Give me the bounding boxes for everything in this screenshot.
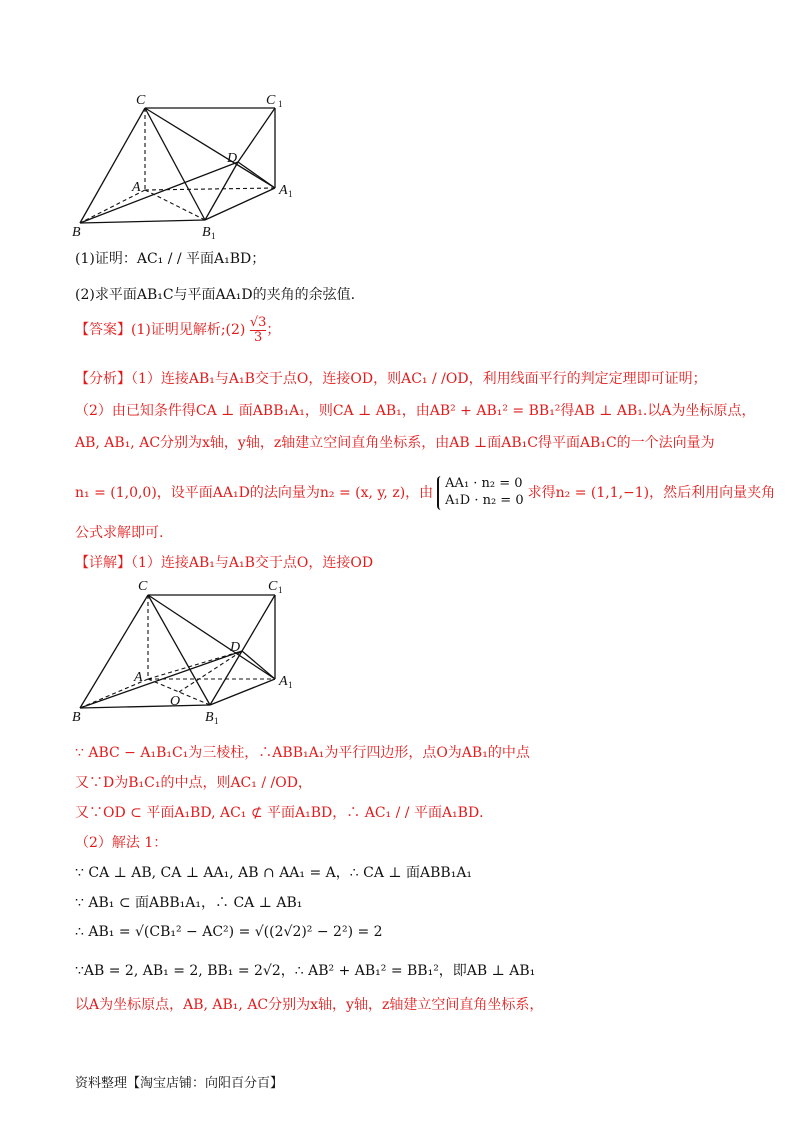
label-A1: A — [279, 674, 288, 689]
proof-line-5: ∵ CA ⊥ AB, CA ⊥ AA₁, AB ∩ AA₁ = A，∴ CA ⊥ 面ABB₁A₁ — [75, 865, 473, 881]
analysis-line-5: 公式求解即可. — [75, 525, 164, 541]
label-C1: C — [266, 93, 276, 108]
answer-line: 【答案】(1)证明见解析;(2) $\frac{√3}{3}$ ； — [75, 315, 281, 345]
question-1: (1)证明：AC₁ / / 平面A₁BD； — [75, 251, 266, 267]
proof-line-4: （2）解法 1： — [75, 835, 168, 851]
label-D: D — [230, 640, 241, 655]
svg-text:1: 1 — [214, 716, 219, 725]
detail-line-1: 【详解】（1）连接AB₁与A₁B交于点O，连接OD — [75, 555, 374, 571]
label-C: C — [136, 93, 146, 108]
label-B: B — [72, 225, 81, 240]
label-C1: C — [268, 579, 278, 594]
svg-text:1: 1 — [288, 189, 293, 199]
label-A: A — [132, 180, 141, 195]
analysis-line-2: （2）由已知条件得CA ⊥ 面ABB₁A₁，则CA ⊥ AB₁，由AB² + AB₁² = BB₁²得AB ⊥ AB₁.以A为坐标原点， — [75, 403, 756, 419]
proof-line-1: ∵ ABC − A₁B₁C₁为三棱柱，∴ABB₁A₁为平行四边形，点O为AB₁的中点 — [75, 745, 530, 761]
proof-line-3: 又∵OD ⊂ 平面A₁BD, AC₁ ⊄ 平面A₁BD，∴ AC₁ / / 平面A₁BD． — [75, 805, 494, 821]
label-A: A — [134, 670, 143, 685]
proof-line-7: ∴ AB₁ = √(CB₁² − AC²) = √((2√2)² − 2²) = 2 — [75, 924, 383, 940]
svg-text:1: 1 — [278, 99, 283, 109]
label-B: B — [72, 710, 81, 725]
label-B1: B — [205, 710, 214, 725]
analysis-line-4: n₁ = (1,0,0)，设平面AA₁D的法向量为n₂ = (x, y, z)，由 AA₁ · n₂ = 0 A₁D · n₂ = 0 求得n₂ = (1,1,−1)，然后利用向量夹角 — [75, 476, 776, 508]
prism-figure-2 — [70, 575, 310, 725]
label-B1: B — [202, 225, 211, 240]
proof-line-9: 以A为坐标原点，AB, AB₁, AC分别为x轴，y轴，z轴建立空间直角坐标系， — [75, 997, 544, 1013]
svg-text:1: 1 — [211, 231, 216, 240]
analysis-line-3: AB, AB₁, AC分别为x轴，y轴，z轴建立空间直角坐标系，由AB ⊥面AB₁C得平面AB₁C的一个法向量为 — [75, 435, 715, 451]
footer-text: 资料整理【淘宝店铺：向阳百分百】 — [75, 1076, 284, 1091]
analysis-line-1: 【分析】（1）连接AB₁与A₁B交于点O，连接OD，则AC₁ / /OD，利用线面平行的判定定理即可证明； — [75, 371, 707, 387]
question-2: (2)求平面AB₁C与平面AA₁D的夹角的余弦值. — [75, 287, 356, 303]
svg-text:1: 1 — [278, 585, 283, 595]
proof-line-6: ∵ AB₁ ⊂ 面ABB₁A₁，∴ CA ⊥ AB₁ — [75, 895, 303, 911]
prism-figure-1 — [70, 90, 310, 240]
proof-line-8: ∵AB = 2, AB₁ = 2, BB₁ = 2√2，∴ AB² + AB₁² = BB₁²，即AB ⊥ AB₁ — [75, 963, 536, 979]
svg-text:1: 1 — [288, 680, 293, 690]
label-D: D — [227, 151, 238, 166]
label-C: C — [138, 579, 148, 594]
label-A1: A — [279, 183, 288, 198]
label-O: O — [170, 694, 181, 709]
proof-line-2: 又∵D为B₁C₁的中点，则AC₁ / /OD， — [75, 775, 312, 791]
